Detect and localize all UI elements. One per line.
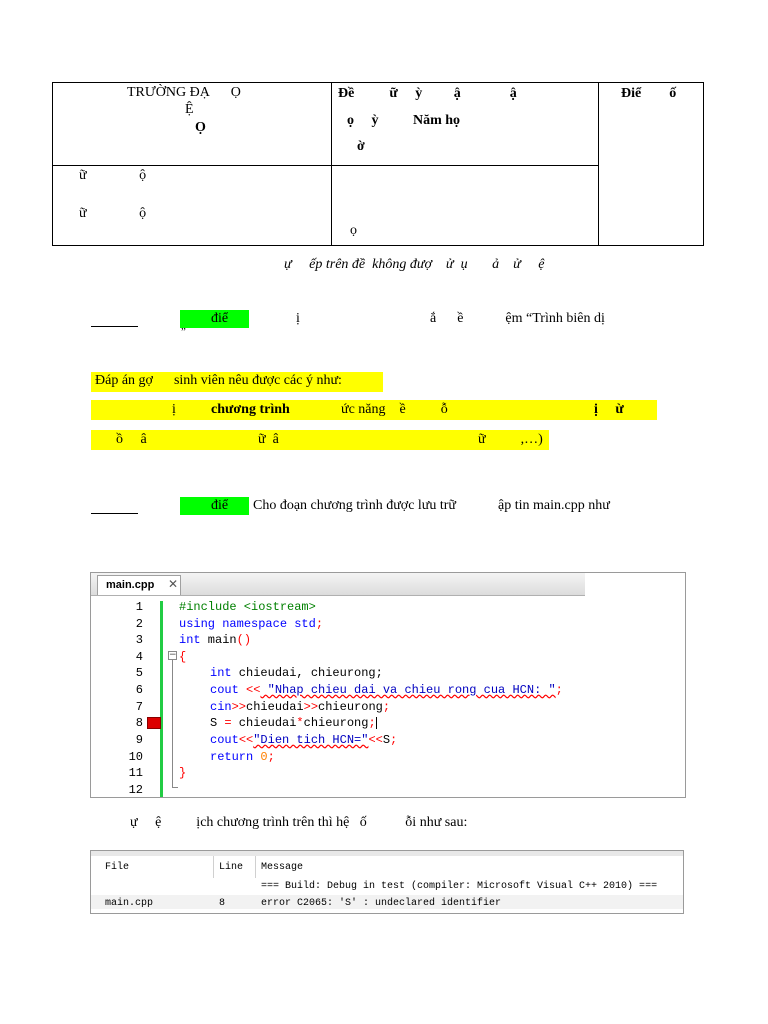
line-number: 4 (135, 650, 143, 664)
line-number: 2 (135, 617, 143, 631)
column-header-file[interactable]: File (105, 862, 130, 873)
code-line[interactable]: return 0; (210, 750, 275, 764)
answer-text: ị (172, 402, 176, 417)
answer-text: ữ ,…) (478, 432, 543, 447)
question1-points: điể (211, 311, 229, 326)
build-log-screenshot (90, 850, 684, 914)
line-number: 7 (135, 700, 143, 714)
tab-label: main.cpp (106, 579, 155, 591)
tab-main-cpp[interactable] (97, 575, 181, 595)
exam-term: ọ ỳ (347, 113, 379, 128)
note-line: ự ếp trên đề không đượ ử ụ ả ử ệ (284, 257, 545, 272)
code-line[interactable]: int chieudai, chieurong; (210, 666, 383, 680)
question-number-blank (91, 326, 138, 327)
line-number: 10 (128, 750, 143, 764)
code-line[interactable]: cin>>chieudai>>chieurong; (210, 700, 391, 714)
line-number: 11 (128, 766, 143, 780)
log-message[interactable]: === Build: Debug in test (compiler: Microsoft Visual C++ 2010) === (261, 881, 658, 892)
line-number: 6 (135, 683, 143, 697)
breakpoint-icon[interactable] (147, 717, 161, 729)
column-header-line[interactable]: Line (219, 862, 244, 873)
table-divider (331, 83, 332, 245)
exam-year: Năm họ (413, 113, 461, 128)
result-line: ự ệ ịch chương trình trên thì hệ ố ỗi như sau: (130, 815, 468, 830)
answer-text: ị ừ (594, 402, 624, 417)
code-line[interactable]: cout << "Nhap chieu dai va chieu rong cua HCN: "; (210, 683, 563, 697)
column-divider (213, 856, 214, 878)
signer-2: ữ ộ (79, 206, 147, 221)
code-line[interactable]: #include <iostream> (179, 600, 316, 614)
answer-heading: Đáp án gợ sinh viên nêu được các ý như: (95, 373, 342, 388)
code-line[interactable]: { (179, 650, 187, 664)
school-name-line2: Ệ (185, 102, 194, 117)
code-line[interactable]: } (179, 766, 187, 780)
line-number: 1 (135, 600, 143, 614)
column-divider (255, 856, 256, 878)
code-line[interactable]: S = chieudai*chieurong; (210, 716, 376, 730)
editor-tab-strip (91, 573, 585, 596)
log-line[interactable]: 8 (219, 898, 226, 909)
header-table (52, 82, 704, 246)
student-field: ọ (350, 223, 357, 238)
score-label: Điể ố (621, 86, 677, 101)
text-cursor (376, 717, 377, 729)
question2-text: Cho đoạn chương trình được lưu trữ ập tin main.cpp như (253, 498, 610, 513)
fold-line-end (172, 787, 178, 788)
code-line[interactable]: int main() (179, 633, 252, 647)
question2-points: điể (211, 498, 229, 513)
code-line[interactable]: using namespace std; (179, 617, 324, 631)
log-message[interactable]: error C2065: 'S' : undeclared identifier (261, 898, 502, 909)
question1-text: ị (296, 311, 300, 326)
log-file[interactable]: main.cpp (105, 898, 154, 909)
school-name: TRƯỜNG ĐẠ Ọ (127, 85, 241, 100)
line-number: 3 (135, 633, 143, 647)
log-top-bar (91, 851, 683, 856)
school-name-line3: Ọ (195, 120, 206, 135)
fold-line (172, 660, 173, 788)
question1-close-quote: ” (181, 326, 186, 338)
close-icon[interactable]: ✕ (168, 577, 179, 591)
answer-text: ữ â (258, 432, 279, 447)
signer-1: ữ ộ (79, 168, 147, 183)
exam-title: Đề ữ ỳ ậ ậ (338, 86, 517, 101)
table-divider (53, 165, 598, 166)
answer-text: ồ â (116, 432, 147, 447)
question-number-blank (91, 513, 138, 514)
answer-text: ức năng ề ỗ (341, 402, 448, 417)
code-editor-screenshot (90, 572, 686, 798)
line-number: 5 (135, 666, 143, 680)
line-number: 9 (135, 733, 143, 747)
fold-icon[interactable]: − (169, 650, 177, 660)
question1-text-tail: ắ ề ệm “Trình biên dị (430, 311, 605, 326)
line-number: 12 (128, 783, 143, 797)
answer-text-bold: chương trình (211, 402, 290, 417)
column-header-message[interactable]: Message (261, 862, 304, 873)
table-divider (598, 83, 599, 245)
code-line[interactable]: cout<<"Dien tich HCN="<<S; (210, 733, 398, 747)
exam-time: ờ (357, 139, 365, 154)
line-number: 8 (135, 716, 143, 730)
change-bar (160, 601, 163, 797)
